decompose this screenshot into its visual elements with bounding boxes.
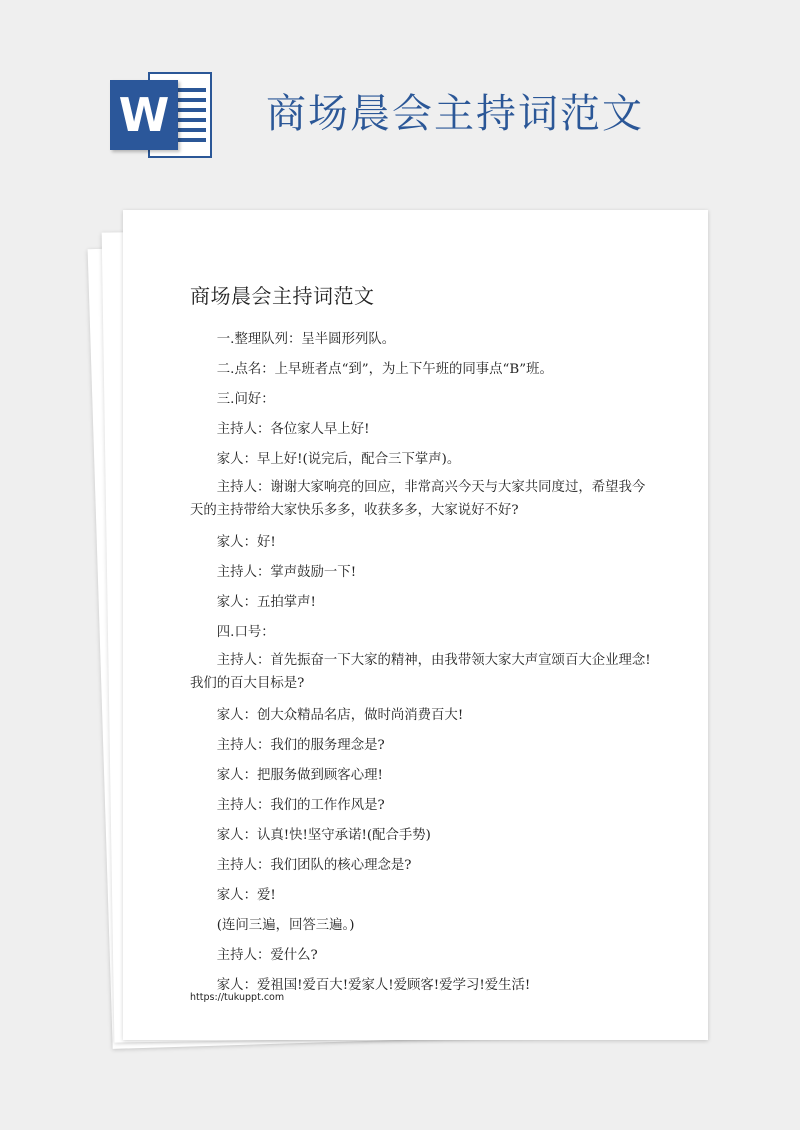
- paragraph: 四.口号：: [216, 625, 275, 640]
- paragraph: 家人：爱祖国!爱百大!爱家人!爱顾客!爱学习!爱生活!: [216, 978, 531, 993]
- paragraph: 家人：创大众精品名店，做时尚消费百大!: [216, 708, 464, 723]
- document-body: [190, 326, 652, 1002]
- paragraph: 家人：五拍掌声!: [216, 595, 316, 610]
- document-title: 商场晨会主持词范文: [190, 284, 375, 308]
- footer-url: https://tukuppt.com: [190, 992, 285, 1003]
- paragraph: 三.问好：: [216, 392, 275, 407]
- paragraph: 主持人：我们团队的核心理念是?: [216, 858, 412, 873]
- paragraph: 家人：把服务做到顾客心理!: [216, 768, 383, 783]
- paragraph: 主持人：谢谢大家响亮的回应，非常高兴今天与大家共同度过，希望我今天的主持带给大家快乐多多，收获多多，大家说好不好?: [190, 480, 646, 518]
- paragraph: 主持人：首先振奋一下大家的精神，由我带领大家大声宣颂百大企业理念!我们的百大目标是?: [190, 653, 651, 691]
- paragraph: 家人：早上好!(说完后，配合三下掌声)。: [216, 452, 461, 467]
- paragraph: 家人：好!: [216, 535, 276, 550]
- banner-title: 商场晨会主持词范文: [266, 91, 644, 137]
- paragraph: 二.点名：上早班者点“到”，为上下午班的同事点“B”班。: [216, 362, 553, 377]
- paragraph: 家人：爱!: [216, 888, 276, 903]
- paragraph: 家人：认真!快!坚守承诺!(配合手势): [216, 828, 431, 843]
- paragraph: 一.整理队列：呈半圆形列队。: [216, 332, 396, 347]
- paragraph: 主持人：掌声鼓励一下!: [216, 565, 357, 580]
- paragraph: 主持人：爱什么?: [216, 948, 318, 963]
- word-logo: [110, 72, 212, 158]
- word-badge-icon: W: [110, 80, 178, 150]
- paragraph: (连问三遍，回答三遍。): [216, 918, 355, 933]
- paragraph: 主持人：我们的服务理念是?: [216, 738, 385, 753]
- paragraph: 主持人：我们的工作作风是?: [216, 798, 385, 813]
- paragraph: 主持人：各位家人早上好!: [216, 422, 370, 437]
